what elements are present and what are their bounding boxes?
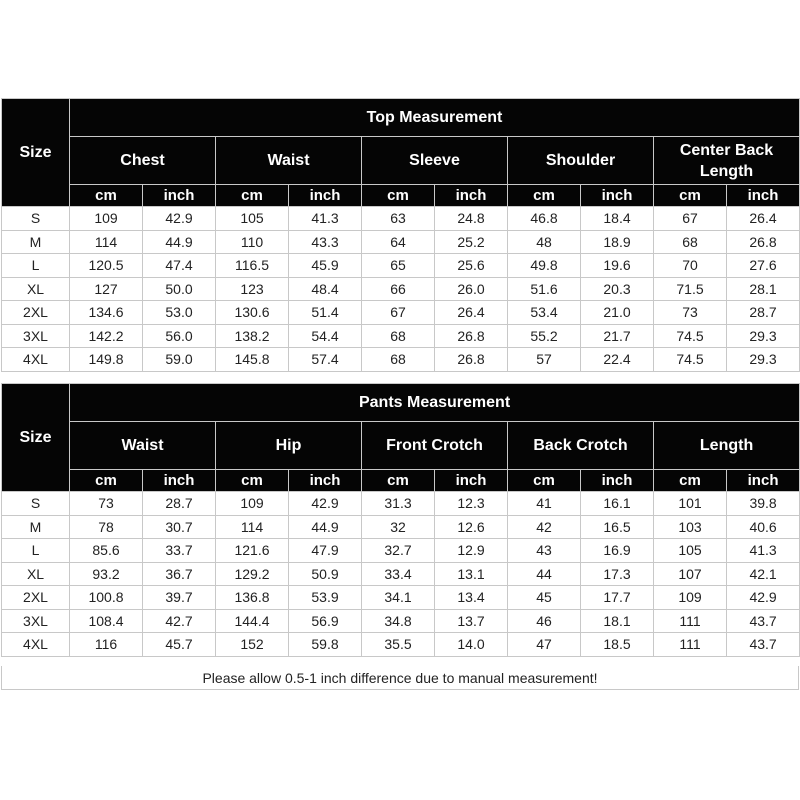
value-cell: 47.9 xyxy=(289,539,362,563)
value-cell: 109 xyxy=(216,492,289,516)
value-cell: 17.7 xyxy=(581,586,654,610)
value-cell: 34.8 xyxy=(362,609,435,633)
pants-group-row xyxy=(2,422,800,470)
value-cell: 32 xyxy=(362,515,435,539)
value-cell: 67 xyxy=(362,301,435,325)
value-cell: 18.5 xyxy=(581,633,654,657)
value-cell: 35.5 xyxy=(362,633,435,657)
value-cell: 74.5 xyxy=(654,324,727,348)
group-header: Length xyxy=(654,422,800,470)
table-row xyxy=(2,562,800,586)
value-cell: 45 xyxy=(508,586,581,610)
value-cell: 33.7 xyxy=(143,539,216,563)
value-cell: 12.6 xyxy=(435,515,508,539)
value-cell: 56.0 xyxy=(143,324,216,348)
table-row xyxy=(2,348,800,372)
table-row xyxy=(2,515,800,539)
value-cell: 22.4 xyxy=(581,348,654,372)
value-cell: 39.7 xyxy=(143,586,216,610)
value-cell: 53.0 xyxy=(143,301,216,325)
unit-header-inch: inch xyxy=(727,470,800,492)
value-cell: 26.0 xyxy=(435,277,508,301)
value-cell: 46.8 xyxy=(508,207,581,231)
group-header: Front Crotch xyxy=(362,422,508,470)
unit-header-inch: inch xyxy=(289,470,362,492)
value-cell: 55.2 xyxy=(508,324,581,348)
value-cell: 28.7 xyxy=(727,301,800,325)
unit-header-cm: cm xyxy=(654,185,727,207)
unit-header-inch: inch xyxy=(143,470,216,492)
value-cell: 27.6 xyxy=(727,254,800,278)
value-cell: 136.8 xyxy=(216,586,289,610)
value-cell: 111 xyxy=(654,633,727,657)
value-cell: 67 xyxy=(654,207,727,231)
table-row xyxy=(2,207,800,231)
unit-header-inch: inch xyxy=(143,185,216,207)
unit-header-cm: cm xyxy=(508,470,581,492)
size-cell: 4XL xyxy=(2,633,70,657)
value-cell: 14.0 xyxy=(435,633,508,657)
group-header: Waist xyxy=(70,422,216,470)
value-cell: 47 xyxy=(508,633,581,657)
value-cell: 29.3 xyxy=(727,348,800,372)
value-cell: 145.8 xyxy=(216,348,289,372)
size-cell: XL xyxy=(2,562,70,586)
unit-header-cm: cm xyxy=(70,470,143,492)
value-cell: 13.7 xyxy=(435,609,508,633)
top-title-row xyxy=(2,99,800,137)
value-cell: 26.8 xyxy=(435,324,508,348)
value-cell: 50.0 xyxy=(143,277,216,301)
value-cell: 41 xyxy=(508,492,581,516)
size-cell: XL xyxy=(2,277,70,301)
table-row xyxy=(2,609,800,633)
value-cell: 43.7 xyxy=(727,609,800,633)
value-cell: 20.3 xyxy=(581,277,654,301)
value-cell: 48 xyxy=(508,230,581,254)
value-cell: 152 xyxy=(216,633,289,657)
value-cell: 57.4 xyxy=(289,348,362,372)
value-cell: 41.3 xyxy=(289,207,362,231)
value-cell: 18.9 xyxy=(581,230,654,254)
unit-header-cm: cm xyxy=(362,470,435,492)
value-cell: 54.4 xyxy=(289,324,362,348)
size-cell: M xyxy=(2,230,70,254)
value-cell: 36.7 xyxy=(143,562,216,586)
value-cell: 149.8 xyxy=(70,348,143,372)
pants-unit-row xyxy=(2,470,800,492)
value-cell: 73 xyxy=(654,301,727,325)
value-cell: 114 xyxy=(70,230,143,254)
value-cell: 26.4 xyxy=(727,207,800,231)
value-cell: 12.9 xyxy=(435,539,508,563)
value-cell: 31.3 xyxy=(362,492,435,516)
value-cell: 42.1 xyxy=(727,562,800,586)
value-cell: 68 xyxy=(362,324,435,348)
group-header: Hip xyxy=(216,422,362,470)
value-cell: 111 xyxy=(654,609,727,633)
size-cell: L xyxy=(2,539,70,563)
value-cell: 13.1 xyxy=(435,562,508,586)
value-cell: 33.4 xyxy=(362,562,435,586)
value-cell: 103 xyxy=(654,515,727,539)
value-cell: 73 xyxy=(70,492,143,516)
size-cell: L xyxy=(2,254,70,278)
value-cell: 21.0 xyxy=(581,301,654,325)
table-title: Pants Measurement xyxy=(70,384,800,422)
value-cell: 30.7 xyxy=(143,515,216,539)
size-cell: S xyxy=(2,207,70,231)
value-cell: 46 xyxy=(508,609,581,633)
value-cell: 39.8 xyxy=(727,492,800,516)
size-cell: S xyxy=(2,492,70,516)
value-cell: 42.9 xyxy=(289,492,362,516)
value-cell: 19.6 xyxy=(581,254,654,278)
value-cell: 44 xyxy=(508,562,581,586)
value-cell: 70 xyxy=(654,254,727,278)
value-cell: 18.1 xyxy=(581,609,654,633)
size-cell: 3XL xyxy=(2,324,70,348)
value-cell: 25.2 xyxy=(435,230,508,254)
value-cell: 107 xyxy=(654,562,727,586)
table-row xyxy=(2,301,800,325)
value-cell: 100.8 xyxy=(70,586,143,610)
value-cell: 85.6 xyxy=(70,539,143,563)
value-cell: 74.5 xyxy=(654,348,727,372)
size-cell: 2XL xyxy=(2,301,70,325)
value-cell: 51.6 xyxy=(508,277,581,301)
value-cell: 28.1 xyxy=(727,277,800,301)
value-cell: 114 xyxy=(216,515,289,539)
pants-measurement-table xyxy=(1,383,800,657)
value-cell: 68 xyxy=(654,230,727,254)
unit-header-inch: inch xyxy=(581,470,654,492)
value-cell: 26.8 xyxy=(727,230,800,254)
value-cell: 44.9 xyxy=(289,515,362,539)
value-cell: 42.9 xyxy=(727,586,800,610)
table-row xyxy=(2,492,800,516)
value-cell: 105 xyxy=(216,207,289,231)
value-cell: 16.1 xyxy=(581,492,654,516)
unit-header-cm: cm xyxy=(362,185,435,207)
value-cell: 138.2 xyxy=(216,324,289,348)
value-cell: 134.6 xyxy=(70,301,143,325)
table-title: Top Measurement xyxy=(70,99,800,137)
top-measurement-table xyxy=(1,98,800,372)
value-cell: 42.7 xyxy=(143,609,216,633)
pants-title-row xyxy=(2,384,800,422)
value-cell: 129.2 xyxy=(216,562,289,586)
value-cell: 42.9 xyxy=(143,207,216,231)
value-cell: 26.8 xyxy=(435,348,508,372)
value-cell: 41.3 xyxy=(727,539,800,563)
size-header: Size xyxy=(2,99,70,207)
value-cell: 64 xyxy=(362,230,435,254)
value-cell: 51.4 xyxy=(289,301,362,325)
value-cell: 78 xyxy=(70,515,143,539)
value-cell: 116.5 xyxy=(216,254,289,278)
group-header: Back Crotch xyxy=(508,422,654,470)
group-header: Sleeve xyxy=(362,137,508,185)
value-cell: 40.6 xyxy=(727,515,800,539)
value-cell: 65 xyxy=(362,254,435,278)
value-cell: 29.3 xyxy=(727,324,800,348)
measurement-note: Please allow 0.5-1 inch difference due to manual measurement! xyxy=(1,666,799,690)
table-row xyxy=(2,254,800,278)
group-header: Center Back Length xyxy=(654,137,800,185)
value-cell: 120.5 xyxy=(70,254,143,278)
value-cell: 53.9 xyxy=(289,586,362,610)
value-cell: 101 xyxy=(654,492,727,516)
value-cell: 59.0 xyxy=(143,348,216,372)
size-cell: 2XL xyxy=(2,586,70,610)
table-row xyxy=(2,324,800,348)
value-cell: 59.8 xyxy=(289,633,362,657)
value-cell: 16.5 xyxy=(581,515,654,539)
value-cell: 123 xyxy=(216,277,289,301)
value-cell: 116 xyxy=(70,633,143,657)
size-cell: M xyxy=(2,515,70,539)
value-cell: 25.6 xyxy=(435,254,508,278)
table-row xyxy=(2,539,800,563)
value-cell: 56.9 xyxy=(289,609,362,633)
unit-header-inch: inch xyxy=(289,185,362,207)
value-cell: 18.4 xyxy=(581,207,654,231)
value-cell: 43.7 xyxy=(727,633,800,657)
unit-header-cm: cm xyxy=(654,470,727,492)
value-cell: 50.9 xyxy=(289,562,362,586)
unit-header-inch: inch xyxy=(435,185,508,207)
group-header: Waist xyxy=(216,137,362,185)
unit-header-cm: cm xyxy=(216,470,289,492)
value-cell: 45.7 xyxy=(143,633,216,657)
value-cell: 93.2 xyxy=(70,562,143,586)
value-cell: 42 xyxy=(508,515,581,539)
value-cell: 45.9 xyxy=(289,254,362,278)
value-cell: 47.4 xyxy=(143,254,216,278)
size-cell: 3XL xyxy=(2,609,70,633)
unit-header-cm: cm xyxy=(508,185,581,207)
value-cell: 108.4 xyxy=(70,609,143,633)
value-cell: 71.5 xyxy=(654,277,727,301)
unit-header-inch: inch xyxy=(435,470,508,492)
value-cell: 12.3 xyxy=(435,492,508,516)
value-cell: 24.8 xyxy=(435,207,508,231)
value-cell: 68 xyxy=(362,348,435,372)
value-cell: 105 xyxy=(654,539,727,563)
size-header: Size xyxy=(2,384,70,492)
value-cell: 28.7 xyxy=(143,492,216,516)
value-cell: 144.4 xyxy=(216,609,289,633)
value-cell: 130.6 xyxy=(216,301,289,325)
value-cell: 142.2 xyxy=(70,324,143,348)
value-cell: 127 xyxy=(70,277,143,301)
value-cell: 66 xyxy=(362,277,435,301)
size-cell: 4XL xyxy=(2,348,70,372)
value-cell: 26.4 xyxy=(435,301,508,325)
value-cell: 34.1 xyxy=(362,586,435,610)
value-cell: 63 xyxy=(362,207,435,231)
top-group-row xyxy=(2,137,800,185)
value-cell: 17.3 xyxy=(581,562,654,586)
table-row xyxy=(2,633,800,657)
value-cell: 57 xyxy=(508,348,581,372)
value-cell: 49.8 xyxy=(508,254,581,278)
unit-header-cm: cm xyxy=(216,185,289,207)
value-cell: 32.7 xyxy=(362,539,435,563)
value-cell: 110 xyxy=(216,230,289,254)
unit-header-cm: cm xyxy=(70,185,143,207)
value-cell: 16.9 xyxy=(581,539,654,563)
table-row xyxy=(2,586,800,610)
top-unit-row xyxy=(2,185,800,207)
value-cell: 109 xyxy=(70,207,143,231)
value-cell: 43.3 xyxy=(289,230,362,254)
value-cell: 43 xyxy=(508,539,581,563)
value-cell: 109 xyxy=(654,586,727,610)
group-header: Chest xyxy=(70,137,216,185)
value-cell: 48.4 xyxy=(289,277,362,301)
value-cell: 53.4 xyxy=(508,301,581,325)
table-row xyxy=(2,277,800,301)
value-cell: 13.4 xyxy=(435,586,508,610)
unit-header-inch: inch xyxy=(727,185,800,207)
group-header: Shoulder xyxy=(508,137,654,185)
value-cell: 21.7 xyxy=(581,324,654,348)
value-cell: 121.6 xyxy=(216,539,289,563)
unit-header-inch: inch xyxy=(581,185,654,207)
value-cell: 44.9 xyxy=(143,230,216,254)
table-row xyxy=(2,230,800,254)
